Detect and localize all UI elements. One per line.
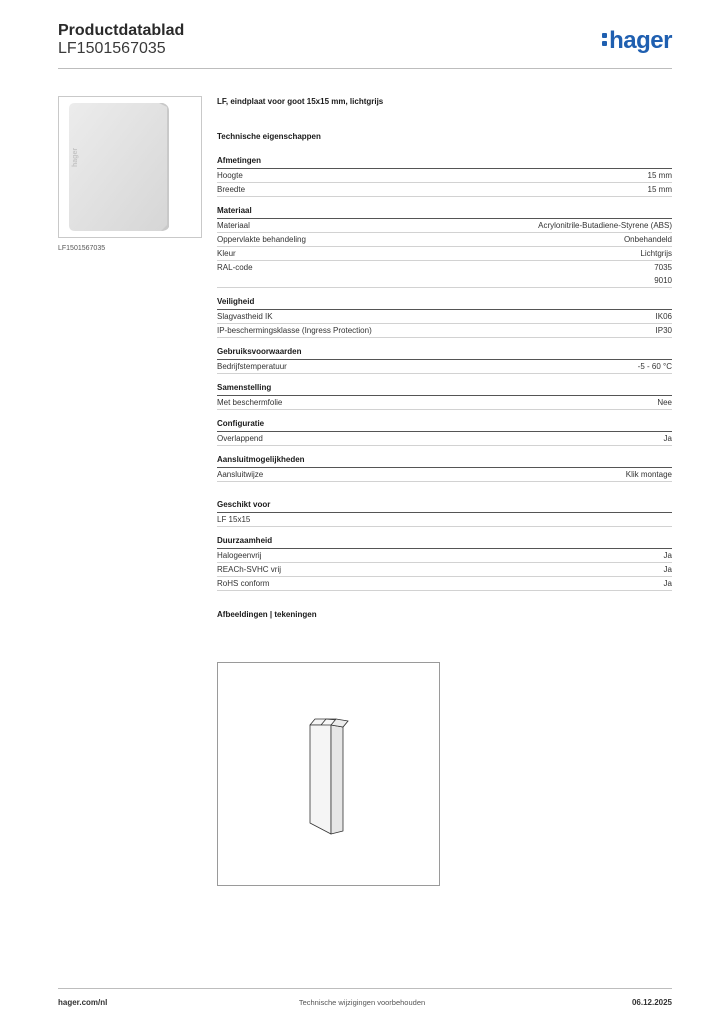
group-heading: Samenstelling	[217, 382, 672, 396]
property-row	[217, 219, 672, 233]
property-label: IP-beschermingsklasse (Ingress Protection)	[217, 326, 372, 335]
property-value-line: Lichtgrijs	[640, 249, 672, 258]
property-label: Halogeenvrij	[217, 551, 262, 560]
property-value-line: Klik montage	[625, 470, 672, 479]
property-row	[217, 183, 672, 197]
property-label: Overlappend	[217, 434, 263, 443]
property-group	[217, 205, 672, 288]
property-row	[217, 324, 672, 338]
property-row	[217, 549, 672, 563]
property-row	[217, 432, 672, 446]
property-value-line: Ja	[663, 434, 672, 443]
property-value-line: Ja	[663, 579, 672, 588]
property-value	[664, 432, 672, 445]
property-value	[664, 577, 672, 590]
property-groups	[217, 155, 672, 591]
property-row	[217, 247, 672, 261]
property-row	[217, 169, 672, 183]
property-value-line: Ja	[663, 551, 672, 560]
property-label: Slagvastheid IK	[217, 312, 273, 321]
property-value-line: 15 mm	[647, 171, 672, 180]
logo-text: hager	[609, 27, 672, 54]
footer-divider	[58, 988, 672, 989]
property-group	[217, 454, 672, 482]
group-heading: Afmetingen	[217, 155, 672, 169]
product-details	[217, 96, 672, 620]
group-heading: Configuratie	[217, 418, 672, 432]
property-group	[217, 499, 672, 527]
property-group	[217, 382, 672, 410]
drawings-title: Afbeeldingen | tekeningen	[217, 610, 317, 619]
property-value	[626, 468, 672, 481]
property-row	[217, 577, 672, 591]
group-heading: Veiligheid	[217, 296, 672, 310]
property-value-line: Acrylonitrile-Butadiene-Styrene (ABS)	[538, 221, 672, 230]
property-label: Oppervlakte behandeling	[217, 235, 306, 244]
property-group	[217, 418, 672, 446]
end-plate-photo-icon	[59, 97, 201, 237]
property-value	[538, 219, 672, 232]
property-row	[217, 261, 672, 288]
property-value	[657, 396, 672, 409]
property-row	[217, 513, 672, 527]
property-label: REACh-SVHC vrij	[217, 565, 282, 574]
property-value	[638, 360, 672, 373]
footer-disclaimer: Technische wijzigingen voorbehouden	[298, 998, 426, 1007]
property-group	[217, 296, 672, 338]
property-value	[656, 324, 672, 337]
hager-logo	[602, 28, 672, 54]
property-label: Met beschermfolie	[217, 398, 283, 407]
property-value	[656, 310, 672, 323]
property-label: Materiaal	[217, 221, 250, 230]
property-value-line: 7035	[654, 263, 672, 272]
property-value-line: IK06	[655, 312, 672, 321]
property-value	[664, 549, 672, 562]
header-divider	[58, 68, 672, 69]
property-value	[648, 183, 672, 196]
property-row	[217, 360, 672, 374]
property-value-line: Onbehandeld	[623, 235, 672, 244]
property-value	[640, 247, 672, 260]
page-title: Productdatablad	[58, 22, 185, 39]
property-label: RoHS conform	[217, 579, 270, 588]
product-embossed-logo: hager	[72, 147, 79, 167]
property-row	[217, 396, 672, 410]
logo-dots-icon	[602, 33, 608, 47]
property-group	[217, 346, 672, 374]
property-label: Aansluitwijze	[217, 470, 264, 479]
product-photo	[58, 96, 202, 238]
group-heading: Geschikt voor	[217, 499, 672, 513]
property-value	[654, 261, 672, 287]
property-group	[217, 535, 672, 591]
product-headline: LF, eindplaat voor goot 15x15 mm, lichtgrijs	[217, 97, 384, 106]
property-value-line: 15 mm	[647, 185, 672, 194]
property-value-line: Nee	[657, 398, 672, 407]
property-value-line: -5 - 60 °C	[637, 362, 672, 371]
group-heading: Duurzaamheid	[217, 535, 672, 549]
group-heading: Gebruiksvoorwaarden	[217, 346, 672, 360]
property-value-line: Ja	[663, 565, 672, 574]
property-label: Breedte	[217, 185, 246, 194]
property-row	[217, 563, 672, 577]
property-value	[648, 169, 672, 182]
property-value-line: IP30	[655, 326, 672, 335]
property-value	[624, 233, 672, 246]
property-row	[217, 233, 672, 247]
footer-date: 06.12.2025	[631, 998, 672, 1007]
property-group	[217, 155, 672, 197]
group-heading: Aansluitmogelijkheden	[217, 454, 672, 468]
group-heading: Materiaal	[217, 205, 672, 219]
property-value-line: 9010	[654, 276, 672, 285]
property-row	[217, 468, 672, 482]
property-label: Kleur	[217, 249, 236, 258]
product-code: LF1501567035	[58, 40, 166, 57]
properties-title: Technische eigenschappen	[217, 132, 321, 141]
property-label: Hoogte	[217, 171, 243, 180]
property-label: LF 15x15	[217, 515, 251, 524]
property-row	[217, 310, 672, 324]
property-label: RAL-code	[217, 263, 253, 272]
property-label: Bedrijfstemperatuur	[217, 362, 287, 371]
technical-drawing	[217, 662, 440, 886]
property-value	[664, 563, 672, 576]
product-image-caption: LF1501567035	[58, 245, 106, 252]
footer-website: hager.com/nl	[58, 998, 108, 1007]
end-plate-drawing-icon	[218, 663, 439, 885]
